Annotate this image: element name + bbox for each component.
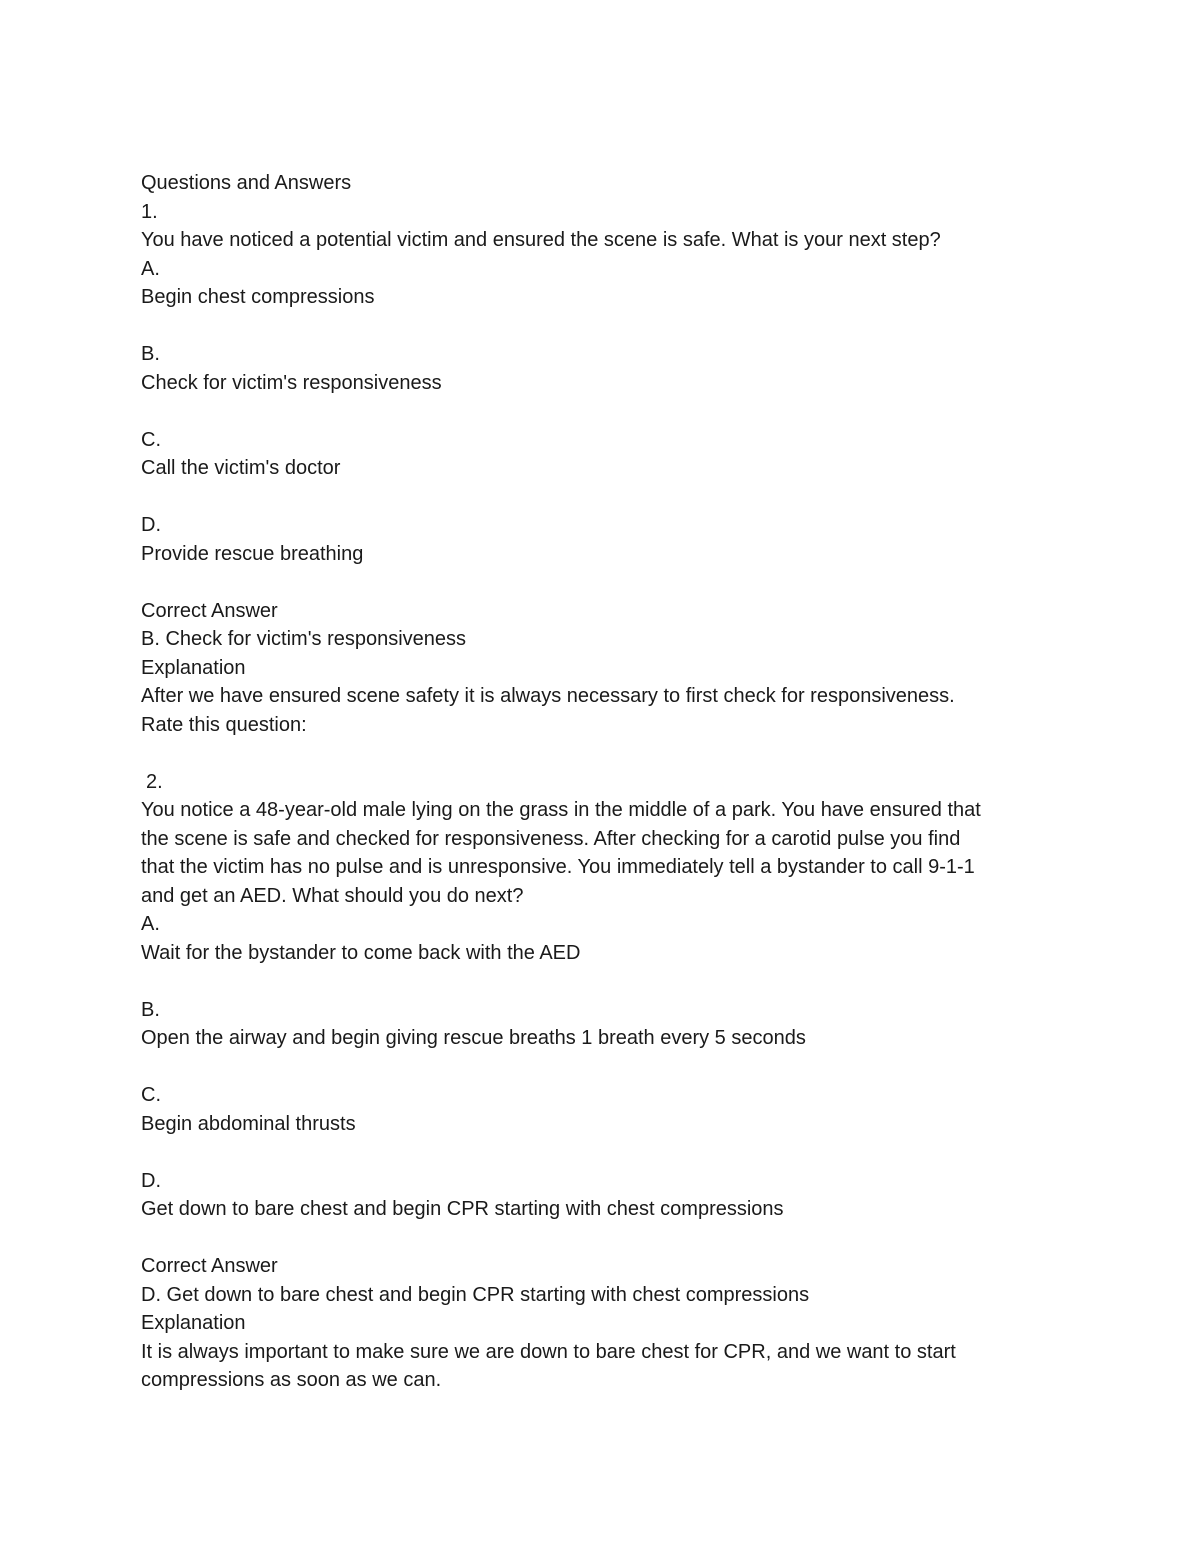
question-2-text-line: and get an AED. What should you do next?: [141, 884, 524, 907]
spacer: [141, 1224, 1081, 1253]
question-2-explanation-line: It is always important to make sure we are down to bare chest for CPR, and we want to start: [141, 1340, 956, 1363]
question-1-explanation-label: Explanation: [141, 656, 246, 679]
question-1-option-c-text: Call the victim's doctor: [141, 457, 341, 479]
question-2-option-b-text: Open the airway and begin giving rescue breaths 1 breath every 5 seconds: [141, 1027, 806, 1049]
document-heading: Questions and Answers: [141, 172, 352, 194]
question-1-correct-answer: B. Check for victim's responsiveness: [141, 628, 467, 650]
question-2-option-a-letter: A.: [141, 913, 160, 935]
question-2-number: 2.: [146, 770, 163, 793]
question-1-explanation: After we have ensured scene safety it is always necessary to first check for responsiveness.: [141, 685, 955, 707]
question-2-option-d-text: Get down to bare chest and begin CPR starting with chest compressions: [141, 1198, 784, 1220]
question-2-text-line: You notice a 48-year-old male lying on the grass in the middle of a park. You have ensured that: [141, 799, 981, 821]
question-2-option-d-letter: D.: [141, 1169, 161, 1192]
spacer: [141, 1053, 1081, 1082]
question-1-option-d-letter: D.: [141, 514, 161, 536]
spacer: [141, 312, 1081, 341]
question-2-text-line: the scene is safe and checked for responsiveness. After checking for a carotid pulse you find: [141, 827, 961, 850]
document-page: [141, 169, 1081, 1395]
question-1-correct-label: Correct Answer: [141, 599, 278, 622]
question-1-option-a-text: Begin chest compressions: [141, 286, 375, 308]
question-2-correct-answer: D. Get down to bare chest and begin CPR starting with chest compressions: [141, 1283, 810, 1306]
spacer: [141, 967, 1081, 996]
question-2-option-a-text: Wait for the bystander to come back with the AED: [141, 941, 581, 964]
spacer: [141, 739, 1081, 768]
question-2-option-c-text: Begin abdominal thrusts: [141, 1112, 356, 1135]
question-2-text-line: that the victim has no pulse and is unresponsive. You immediately tell a bystander to call 9-1-1: [141, 856, 975, 878]
question-1-option-b-text: Check for victim's responsiveness: [141, 371, 442, 394]
spacer: [141, 483, 1081, 512]
question-2-option-c-letter: C.: [141, 1084, 161, 1106]
question-1-option-a-letter: A.: [141, 257, 160, 280]
question-2-explanation-label: Explanation: [141, 1312, 246, 1334]
spacer: [141, 1138, 1081, 1167]
question-2-correct-label: Correct Answer: [141, 1255, 278, 1277]
question-2-explanation-line: compressions as soon as we can.: [141, 1369, 442, 1391]
question-1-number: 1.: [141, 200, 158, 223]
question-2-option-b-letter: B.: [141, 998, 160, 1021]
question-1-text: You have noticed a potential victim and ensured the scene is safe. What is your next step?: [141, 229, 941, 251]
spacer: [141, 568, 1081, 597]
question-1-option-d-text: Provide rescue breathing: [141, 542, 364, 565]
question-1-option-b-letter: B.: [141, 343, 160, 365]
question-1-option-c-letter: C.: [141, 428, 161, 451]
spacer: [141, 397, 1081, 426]
question-1-rate-label: Rate this question:: [141, 713, 307, 736]
